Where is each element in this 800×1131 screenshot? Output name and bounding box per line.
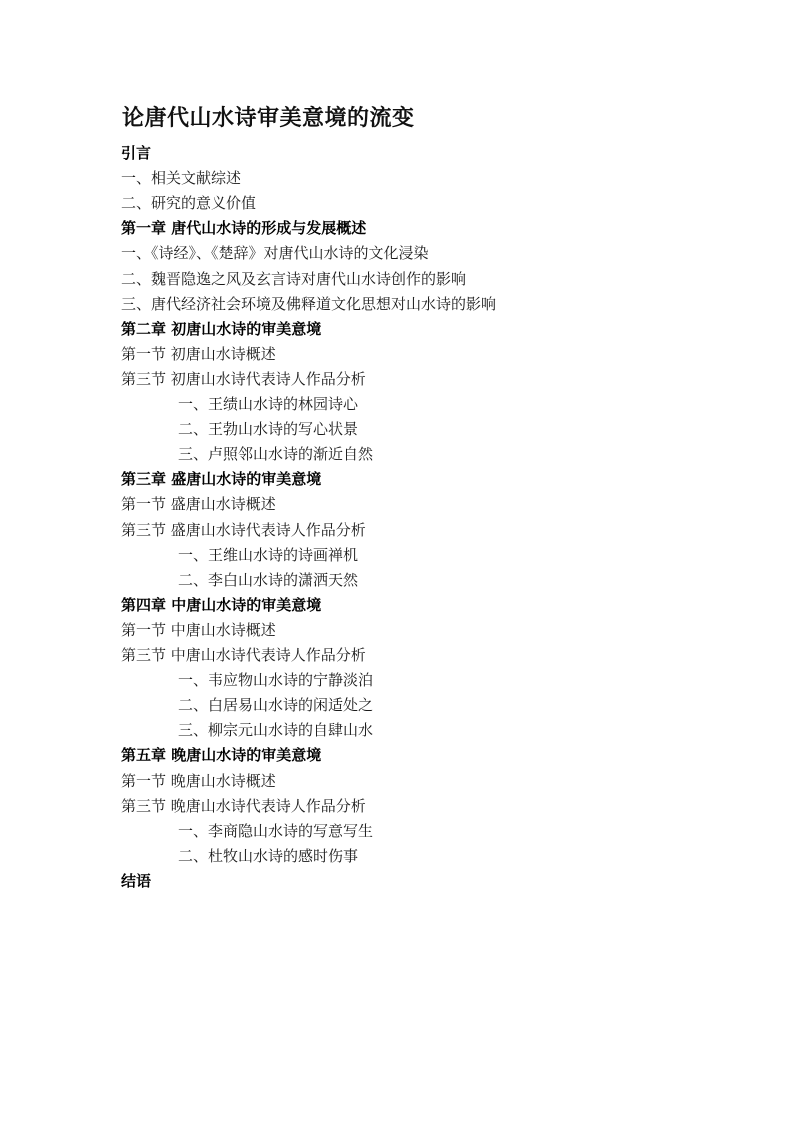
- toc-item: 二、研究的意义价值: [121, 194, 257, 213]
- toc-subitem: 二、白居易山水诗的闲适处之: [178, 696, 374, 715]
- toc-item: 一、《诗经》、《楚辞》对唐代山水诗的文化浸染: [121, 244, 429, 263]
- toc-heading: 第二章 初唐山水诗的审美意境: [121, 319, 322, 338]
- toc-subitem: 一、李商隐山水诗的写意写生: [178, 821, 374, 840]
- toc-item: 三、唐代经济社会环境及佛释道文化思想对山水诗的影响: [121, 294, 497, 313]
- toc-item: 二、魏晋隐逸之风及玄言诗对唐代山水诗创作的影响: [121, 269, 467, 288]
- toc-item: 第三节 中唐山水诗代表诗人作品分析: [121, 646, 366, 664]
- toc-heading: 第三章 盛唐山水诗的审美意境: [121, 470, 322, 489]
- toc-item: 第三节 晚唐山水诗代表诗人作品分析: [121, 796, 366, 815]
- toc-item: 第三节 盛唐山水诗代表诗人作品分析: [121, 520, 366, 539]
- toc-item: 第一节 中唐山水诗概述: [121, 620, 276, 639]
- toc-subitem: 一、韦应物山水诗的宁静淡泊: [178, 671, 374, 690]
- toc-item: 第一节 初唐山水诗概述: [121, 344, 276, 363]
- toc-subitem: 一、王维山水诗的诗画禅机: [178, 545, 359, 564]
- toc-subitem: 一、王绩山水诗的林园诗心: [178, 395, 359, 413]
- toc-item: 第一节 盛唐山水诗概述: [121, 495, 276, 514]
- toc-subitem: 二、王勃山水诗的写心状景: [178, 420, 359, 439]
- toc-heading: 结语: [121, 871, 152, 890]
- toc-heading: 第五章 晚唐山水诗的审美意境: [121, 746, 322, 765]
- toc-heading: 引言: [121, 144, 152, 162]
- toc-item: 一、相关文献综述: [121, 169, 242, 188]
- toc-subitem: 二、李白山水诗的潇洒天然: [178, 570, 359, 589]
- toc-heading: 第四章 中唐山水诗的审美意境: [121, 595, 322, 614]
- toc-item: 第三节 初唐山水诗代表诗人作品分析: [121, 369, 366, 388]
- toc-subitem: 三、柳宗元山水诗的自肆山水: [178, 721, 374, 740]
- toc-heading: 第一章 唐代山水诗的形成与发展概述: [121, 219, 367, 238]
- toc-subitem: 二、杜牧山水诗的感时伤事: [178, 846, 359, 865]
- document-title: 论唐代山水诗审美意境的流变: [122, 105, 415, 131]
- toc-item: 第一节 晚唐山水诗概述: [121, 771, 276, 790]
- toc-subitem: 三、卢照邻山水诗的渐近自然: [178, 445, 374, 464]
